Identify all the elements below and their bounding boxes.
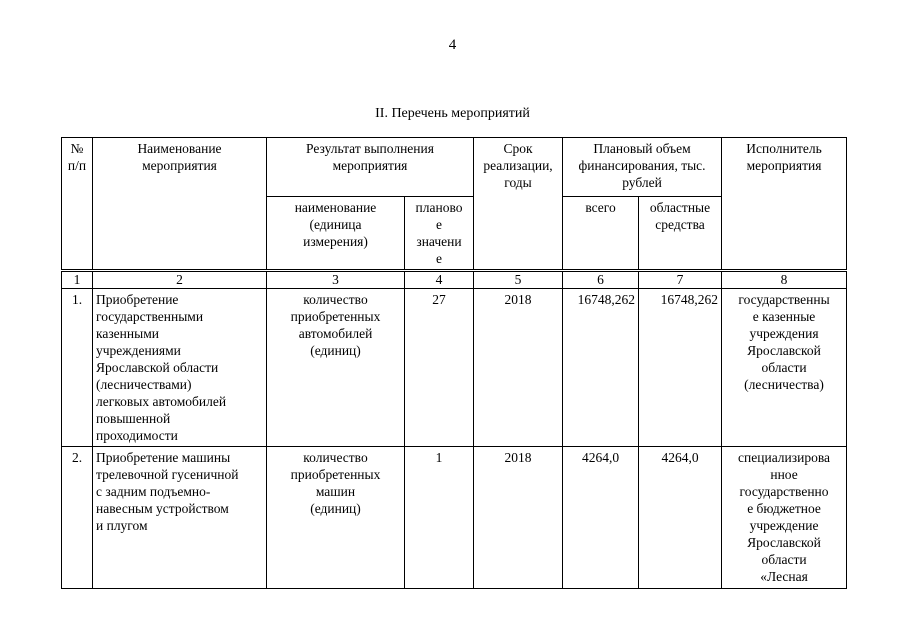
row-regional: 16748,262 bbox=[639, 289, 722, 447]
header-period: Срок реализации, годы bbox=[474, 138, 563, 271]
section-title: II. Перечень мероприятий bbox=[375, 106, 530, 121]
header-executor: Исполнитель мероприятия bbox=[722, 138, 847, 271]
row-result-name: количество приобретенных машин (единиц) bbox=[267, 447, 405, 589]
row-total: 16748,262 bbox=[563, 289, 639, 447]
column-number: 5 bbox=[474, 271, 563, 289]
table-row bbox=[62, 289, 847, 447]
header-result-name: наименование (единица измерения) bbox=[267, 197, 405, 271]
row-result-value: 27 bbox=[405, 289, 474, 447]
page-number: 4 bbox=[448, 37, 457, 53]
row-result-value: 1 bbox=[405, 447, 474, 589]
header-num: № п/п bbox=[62, 138, 93, 271]
column-number: 6 bbox=[563, 271, 639, 289]
row-name: Приобретение государственными казенными учреждениями Ярославской области (лесничествами) легковых автомобилей повышенной проходимости bbox=[93, 289, 267, 447]
row-executor: специализирова нное государственно е бюджетное учреждение Ярославской области «Лесная bbox=[722, 447, 847, 589]
header-result-value: планово е значени е bbox=[405, 197, 474, 271]
table-row bbox=[62, 447, 847, 589]
header-row-1 bbox=[62, 138, 847, 197]
header-funding: Плановый объем финансирования, тыс. рублей bbox=[563, 138, 722, 197]
column-number: 4 bbox=[405, 271, 474, 289]
row-regional: 4264,0 bbox=[639, 447, 722, 589]
row-executor: государственны е казенные учреждения Ярославской области (лесничества) bbox=[722, 289, 847, 447]
column-number: 1 bbox=[62, 271, 93, 289]
row-name: Приобретение машины трелевочной гусеничной с задним подъемно- навесным устройством и плугом bbox=[93, 447, 267, 589]
header-name: Наименование мероприятия bbox=[93, 138, 267, 271]
row-num: 2. bbox=[62, 447, 93, 589]
header-funding-total: всего bbox=[563, 197, 639, 271]
header-result: Результат выполнения мероприятия bbox=[267, 138, 474, 197]
row-num: 1. bbox=[62, 289, 93, 447]
row-total: 4264,0 bbox=[563, 447, 639, 589]
column-number: 7 bbox=[639, 271, 722, 289]
row-result-name: количество приобретенных автомобилей (единиц) bbox=[267, 289, 405, 447]
column-number: 8 bbox=[722, 271, 847, 289]
column-number: 2 bbox=[93, 271, 267, 289]
row-period: 2018 bbox=[474, 289, 563, 447]
header-funding-regional: областные средства bbox=[639, 197, 722, 271]
row-period: 2018 bbox=[474, 447, 563, 589]
column-numbers-row bbox=[62, 271, 847, 289]
column-number: 3 bbox=[267, 271, 405, 289]
measures-table bbox=[61, 137, 847, 589]
